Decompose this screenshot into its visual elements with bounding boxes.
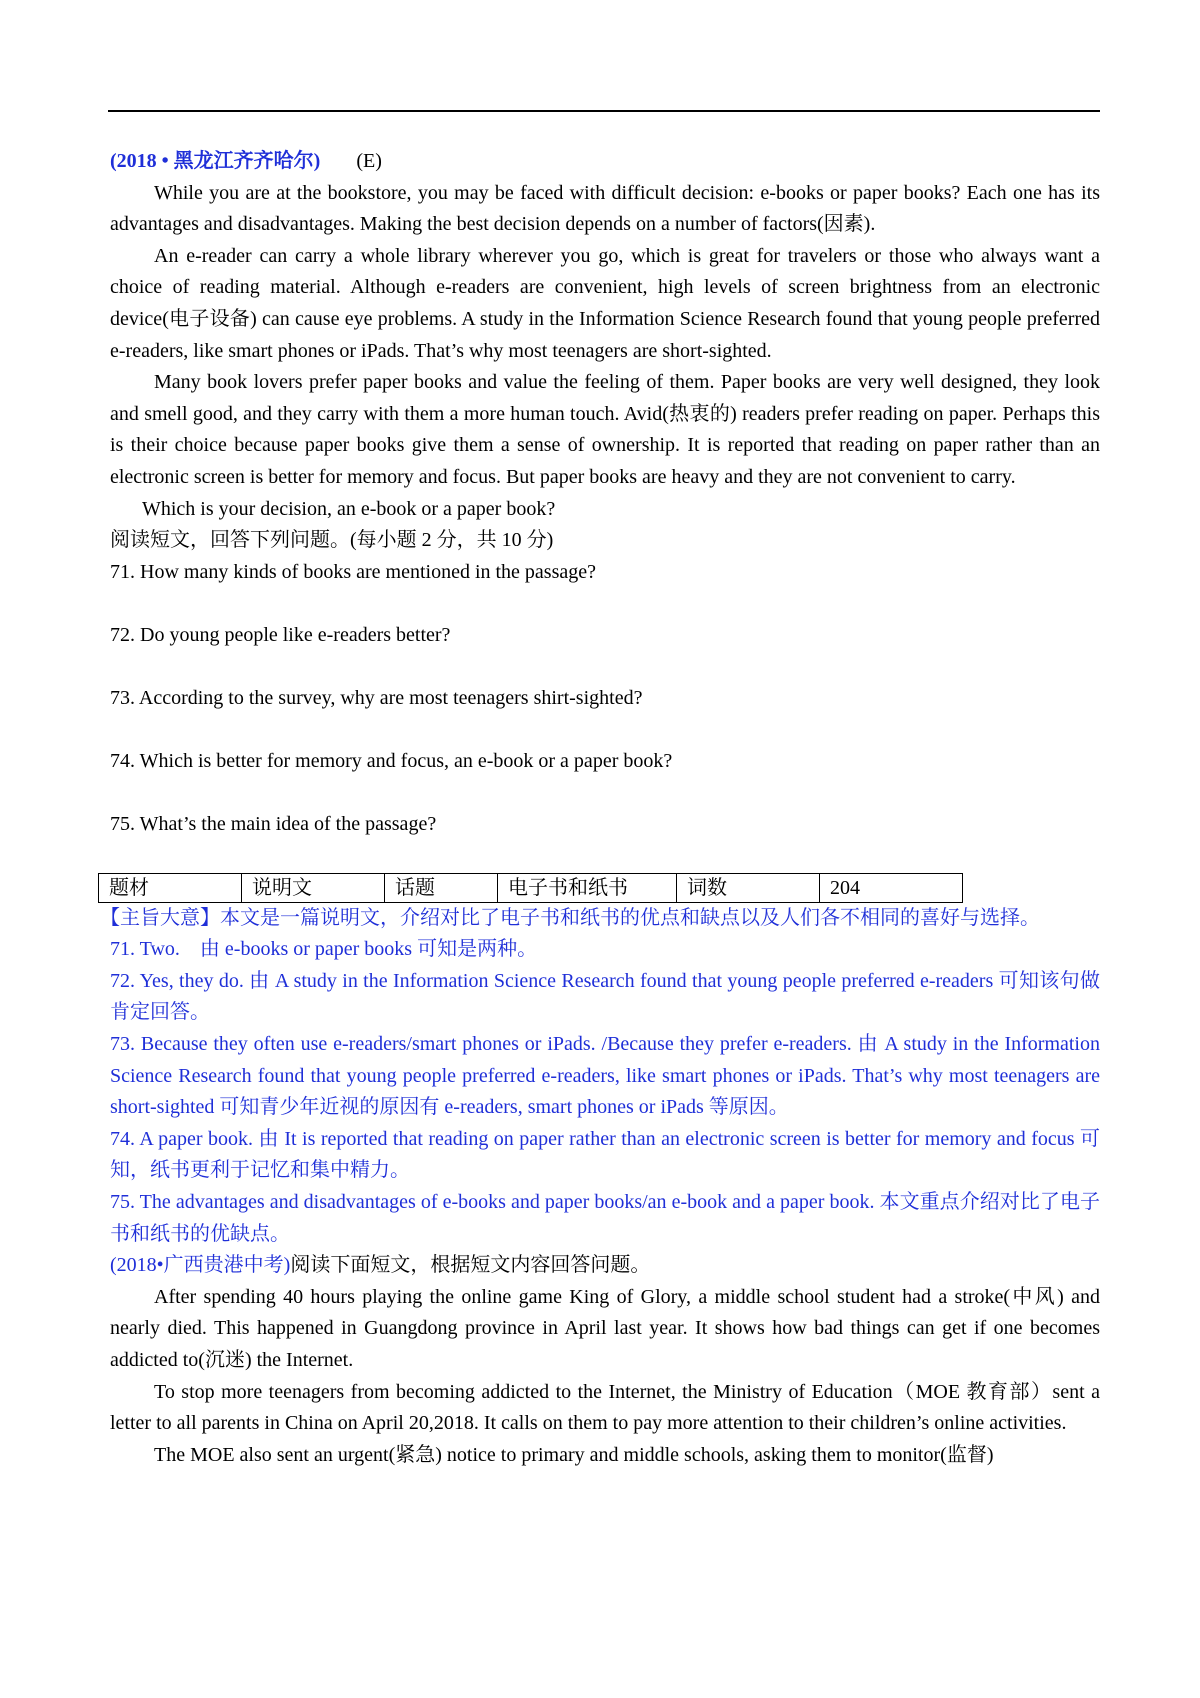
table-cell: 话题 [385, 873, 498, 902]
passage-instruction: 阅读下面短文，根据短文内容回答问题。 [290, 1254, 651, 1277]
passage-label: (E) [356, 150, 382, 172]
question-instruction: 阅读短文，回答下列问题。(每小题 2 分，共 10 分) [110, 529, 554, 552]
passage-e-heading [110, 146, 1100, 178]
passage-paragraph: To stop more teenagers from becoming addicted to the Internet, the Ministry of Education（MOE 教育部）sent a letter to all parents in China on April 20,2018. It calls on them to pay more attention to their children’s online activities. [110, 1380, 1100, 1435]
passage-2-heading [110, 1250, 1100, 1282]
table-cell: 题材 [99, 873, 242, 902]
question-item: 74. Which is better for memory and focus, an e-book or a paper book? [110, 750, 673, 773]
passage-paragraph: An e-reader can carry a whole library wherever you go, which is great for travelers or those who always want a choice of reading material. Although e-readers are convenient, high levels of screen brightness from an electronic device(电子设备) can cause eye problems. A study in the Information Science Research found that young people preferred e-readers, like smart phones or iPads. That’s why most teenagers are short-sighted. [110, 244, 1100, 362]
question-item: 71. How many kinds of books are mentioned in the passage? [110, 560, 597, 583]
answer-main-idea: 【主旨大意】本文是一篇说明文，介绍对比了电子书和纸书的优点和缺点以及人们各不相同的喜好与选择。 [100, 906, 1040, 929]
passage-info-table [98, 873, 963, 903]
passage-paragraph: The MOE also sent an urgent(紧急) notice to primary and middle schools, asking them to monitor(监督) [154, 1443, 994, 1466]
question-item: 73. According to the survey, why are most teenagers shirt-sighted? [110, 687, 643, 710]
source-label: (2018•广西贵港中考) [110, 1254, 291, 1277]
passage-paragraph: After spending 40 hours playing the online game King of Glory, a middle school student had a stroke(中风) and nearly died. This happened in Guangdong province in April last year. It shows how bad things can get if one becomes addicted to(沉迷) the Internet. [110, 1285, 1100, 1371]
header-rule [108, 110, 1100, 112]
document-body [100, 146, 1100, 1471]
answer-item: 75. The advantages and disadvantages of e-books and paper books/an e-book and a paper book. 本文重点介绍对比了电子书和纸书的优缺点。 [110, 1191, 1100, 1245]
passage-closing: Which is your decision, an e-book or a paper book? [142, 497, 556, 520]
passage-paragraph: While you are at the bookstore, you may be faced with difficult decision: e-books or paper books? Each one has its advantages and disadvantages. Making the best decision depends on a number of factors(因素). [110, 181, 1100, 236]
table-row [99, 873, 963, 902]
source-label: (2018 • 黑龙江齐齐哈尔) [110, 150, 321, 172]
table-cell: 204 [820, 873, 963, 902]
answer-item: 73. Because they often use e-readers/smart phones or iPads. /Because they prefer e-readers. 由 A study in the Information Science Research found that young people preferred e-readers, like smart phones or iPads. That’s why most teenagers are short-sighted 可知青少年近视的原因有 e-readers, smart phones or iPads 等原因。 [110, 1033, 1100, 1119]
answer-item: 74. A paper book. 由 It is reported that reading on paper rather than an electronic screen is better for memory and focus 可知，纸书更利于记忆和集中精力。 [110, 1127, 1100, 1182]
table-cell: 电子书和纸书 [498, 873, 677, 902]
answer-item: 72. Yes, they do. 由 A study in the Information Science Research found that young people preferred e-readers 可知该句做肯定回答。 [110, 969, 1100, 1024]
table-cell: 说明文 [242, 873, 385, 902]
question-item: 75. What’s the main idea of the passage? [110, 813, 437, 836]
passage-paragraph: Many book lovers prefer paper books and value the feeling of them. Paper books are very well designed, they look and smell good, and they carry with them a more human touch. Avid(热衷的) readers prefer reading on paper. Perhaps this is their choice because paper books give them a sense of ownership. It is reported that reading on paper rather than an electronic screen is better for memory and focus. But paper books are heavy and they are not convenient to carry. [110, 371, 1100, 488]
question-item: 72. Do young people like e-readers better? [110, 623, 451, 646]
table-cell: 词数 [677, 873, 820, 902]
answer-item: 71. Two. 由 e-books or paper books 可知是两种。 [110, 938, 538, 961]
